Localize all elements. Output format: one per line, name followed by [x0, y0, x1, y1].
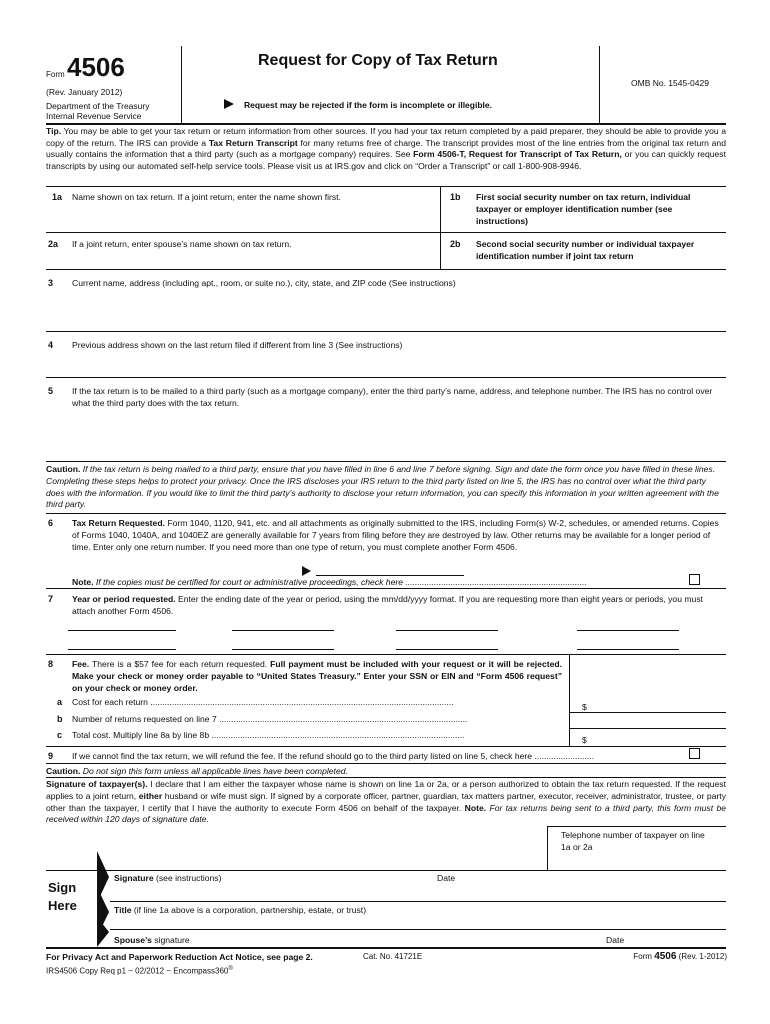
- rule-line7: [46, 654, 726, 655]
- line-5-input[interactable]: [46, 410, 726, 460]
- rule-signature: [110, 901, 726, 902]
- phone-top-rule: [547, 826, 726, 827]
- rule-signature-top: [46, 870, 726, 871]
- line-1b-number: 1b: [450, 192, 461, 202]
- line-5-label: If the tax return is to be mailed to a third party (such as a mortgage company), enter the third party’s name, address, and telephone number. The IRS has no control over what the third party does with the tax return.: [72, 386, 713, 408]
- footer-form-ref: Form 4506 (Rev. 1-2012): [633, 951, 727, 962]
- signature-declaration: Signature of taxpayer(s). I declare that I am either the taxpayer whose name is shown on line 1a or 2a, or a person authorized to obtain the tax return requested. If the request applies to a joint return, either husband or wife must sign. If signed by a corporate officer, partner, guardian, tax matters partner, executor, receiver, administrator, trustee, or party other than the taxpayer, I certify that I have the authority to execute Form 4506 on behalf of the taxpayer. Note. For tax returns being sent to a third party, this form must be received within 120 days of signature date.: [46, 779, 727, 825]
- line-8-text: Fee. There is a $57 fee for each return requested. Full payment must be included with your request or it will be rejected. Make your check or money order payable to “United States Treasury.” Enter your SSN or EIN and “Form 4506 request” on your check or money order.: [72, 659, 563, 693]
- copy-request-id: IRS4506 Copy Req p1 ~ 02/2012 ~ Encompass360®: [46, 966, 233, 976]
- catalog-number: Cat. No. 41721E: [363, 952, 423, 961]
- line-8b-input[interactable]: [572, 714, 724, 727]
- line-7-text: Year or period requested. Enter the ending date of the year or period, using the mm/dd/yyyy format. If you are requesting more than eight years or periods, you must attach another Form 4506.: [72, 594, 704, 616]
- rule-caution2: [46, 777, 726, 778]
- line-8a-amount-input[interactable]: [590, 699, 724, 712]
- phone-label: Telephone number of taxpayer on line 1a or 2a: [561, 830, 705, 852]
- spouse-signature-label: Spouse’s signature: [114, 935, 190, 945]
- rule-8b: [569, 728, 726, 729]
- line-3-input[interactable]: [46, 290, 726, 330]
- department: Department of the Treasury: [46, 101, 150, 111]
- line-1a-label: Name shown on tax return. If a joint return, enter the name shown first.: [72, 192, 341, 202]
- omb-number: OMB No. 1545-0429: [631, 78, 709, 88]
- phone-input[interactable]: [550, 853, 724, 869]
- header-divider-right: [599, 46, 600, 124]
- line-2a-number: 2a: [48, 239, 59, 249]
- line-8-amount-divider: [569, 655, 570, 747]
- line-2b-label: Second social security number or individual taxpayer identification number if joint tax return: [476, 239, 695, 261]
- year-input-1[interactable]: [68, 630, 176, 631]
- line-5-number: 5: [48, 386, 54, 396]
- line-4-number: 4: [48, 340, 54, 350]
- rule-8a: [569, 712, 726, 713]
- signature-label: Signature (see instructions): [114, 873, 222, 883]
- line-8a-key: a: [57, 697, 63, 707]
- rule-line9: [46, 763, 726, 764]
- rule-line5: [46, 461, 726, 462]
- revision-date: (Rev. January 2012): [46, 87, 123, 97]
- caution-third-party: Caution. If the tax return is being mailed to a third party, ensure that you have filled in line 6 and line 7 before signing. Sign and date the form once you have filled in these lines. Completing these steps helps to protect your privacy. Once the IRS discloses your IRS return to the third party listed on line 5, the IRS has no control over what the third party does with the information. If you would like to limit the third party’s authority to disclose your return information, you can specify this information in your written agreement with the third party.: [46, 464, 719, 510]
- signature-date-input[interactable]: [437, 884, 567, 900]
- form-subtitle: Request may be rejected if the form is incomplete or illegible.: [244, 100, 492, 110]
- rule-caution1: [46, 513, 726, 514]
- line-3-number: 3: [48, 278, 54, 288]
- line-9-number: 9: [48, 751, 54, 761]
- refund-third-party-checkbox[interactable]: [689, 748, 700, 759]
- year-input-5[interactable]: [68, 649, 176, 650]
- line-8a-label: Cost for each return ...............................................................................................................................: [72, 697, 454, 707]
- agency: Internal Revenue Service: [46, 111, 142, 121]
- sign-here-sign: Sign: [48, 880, 77, 895]
- privacy-notice: For Privacy Act and Paperwork Reduction Act Notice, see page 2.: [46, 952, 313, 962]
- spouse-signature-input[interactable]: [112, 918, 592, 932]
- form-number: 4506: [67, 52, 125, 82]
- spouse-date-label: Date: [606, 935, 625, 945]
- line-1-divider: [440, 187, 441, 232]
- tip-paragraph: Tip. You may be able to get your tax return or return information from other sources. If you had your tax return completed by a paid preparer, they should be able to provide you a copy of the return. The IRS can provide a Tax Return Transcript for many returns free of charge. The transcript provides most of the line entries from the original tax return and usually contains the information that a third party (such as a mortgage company) requires. See Form 4506-T, Request for Transcript of Tax Return, or you can quickly request transcripts by using our automated self-help service tools. Please visit us at IRS.gov and click on “Order a Transcript” or call 1-800-908-9946.: [46, 126, 727, 171]
- year-input-6[interactable]: [232, 649, 334, 650]
- line-6-note: Note. If the copies must be certified for court or administrative proceedings, check here ............................................................................: [72, 577, 587, 587]
- arrow-right-icon: [302, 566, 311, 576]
- rule-line1: [46, 232, 726, 233]
- rule-line6: [46, 588, 726, 589]
- rule-line2: [46, 269, 726, 270]
- line-8c-amount-input[interactable]: [590, 731, 724, 745]
- phone-divider: [547, 826, 548, 870]
- certified-copies-checkbox[interactable]: [689, 574, 700, 585]
- line-2a-label: If a joint return, enter spouse’s name shown on tax return.: [72, 239, 292, 249]
- year-input-2[interactable]: [232, 630, 334, 631]
- line-3-label: Current name, address (including apt., room, or suite no.), city, state, and ZIP code (See instructions): [72, 278, 456, 288]
- line-2b-number: 2b: [450, 239, 461, 249]
- line-8c-dollar: $: [582, 735, 587, 745]
- line-6-text: Tax Return Requested. Form 1040, 1120, 941, etc. and all attachments as originally submitted to the IRS, including Form(s) W-2, schedules, or amended returns. Copies of Forms 1040, 1040A, and 1040EZ are generally available for 7 years from filing before they are destroyed by law. Other returns may be available for a longer period of time. Enter only one return number. If you need more than one type of return, you must complete another Form 4506.: [72, 518, 719, 552]
- year-input-3[interactable]: [396, 630, 498, 631]
- signature-input[interactable]: [112, 884, 430, 900]
- line-6-number: 6: [48, 518, 54, 528]
- rule-line8: [46, 746, 726, 747]
- line-1b-label: First social security number on tax return, individual taxpayer or employer identification number (see instructions): [476, 192, 691, 226]
- line-4-label: Previous address shown on the last return filed if different from line 3 (See instructions): [72, 340, 403, 350]
- header-divider-left: [181, 46, 182, 124]
- title-label: Title (if line 1a above is a corporation, partnership, estate, or trust): [114, 905, 367, 915]
- line-8-number: 8: [48, 659, 54, 669]
- line-2-divider: [440, 233, 441, 269]
- year-input-7[interactable]: [396, 649, 498, 650]
- sign-here-here: Here: [48, 898, 77, 913]
- year-input-8[interactable]: [577, 649, 679, 650]
- form-title: Request for Copy of Tax Return: [258, 52, 498, 69]
- signature-date-label: Date: [437, 873, 456, 883]
- rule-tip-bottom: [46, 186, 726, 187]
- rule-line4: [46, 377, 726, 378]
- rule-line3: [46, 331, 726, 332]
- line-2a-input[interactable]: [46, 250, 440, 269]
- line-9-label: If we cannot find the tax return, we will refund the fee. If the refund should go to the third party listed on line 5, check here .........................: [72, 751, 595, 761]
- line-8b-key: b: [57, 714, 63, 724]
- line-4-input[interactable]: [46, 352, 726, 376]
- year-input-4[interactable]: [577, 630, 679, 631]
- rule-form-bottom: [46, 947, 726, 949]
- form-label: Form: [46, 70, 65, 79]
- caution-sign: Caution. Do not sign this form unless all applicable lines have been completed.: [46, 766, 348, 776]
- line-8b-label: Number of returns requested on line 7 ........................................................................................................: [72, 714, 468, 724]
- line-7-number: 7: [48, 594, 54, 604]
- line-1a-number: 1a: [52, 192, 63, 202]
- line-8c-label: Total cost. Multiply line 8a by line 8b ..........................................................................................................: [72, 730, 465, 740]
- form-header: [46, 48, 726, 124]
- line-8a-dollar: $: [582, 702, 587, 712]
- line-8c-key: c: [57, 730, 63, 740]
- header-bottom-rule: [46, 123, 726, 125]
- line-1a-input[interactable]: [46, 203, 440, 232]
- arrow-right-icon: [224, 99, 234, 109]
